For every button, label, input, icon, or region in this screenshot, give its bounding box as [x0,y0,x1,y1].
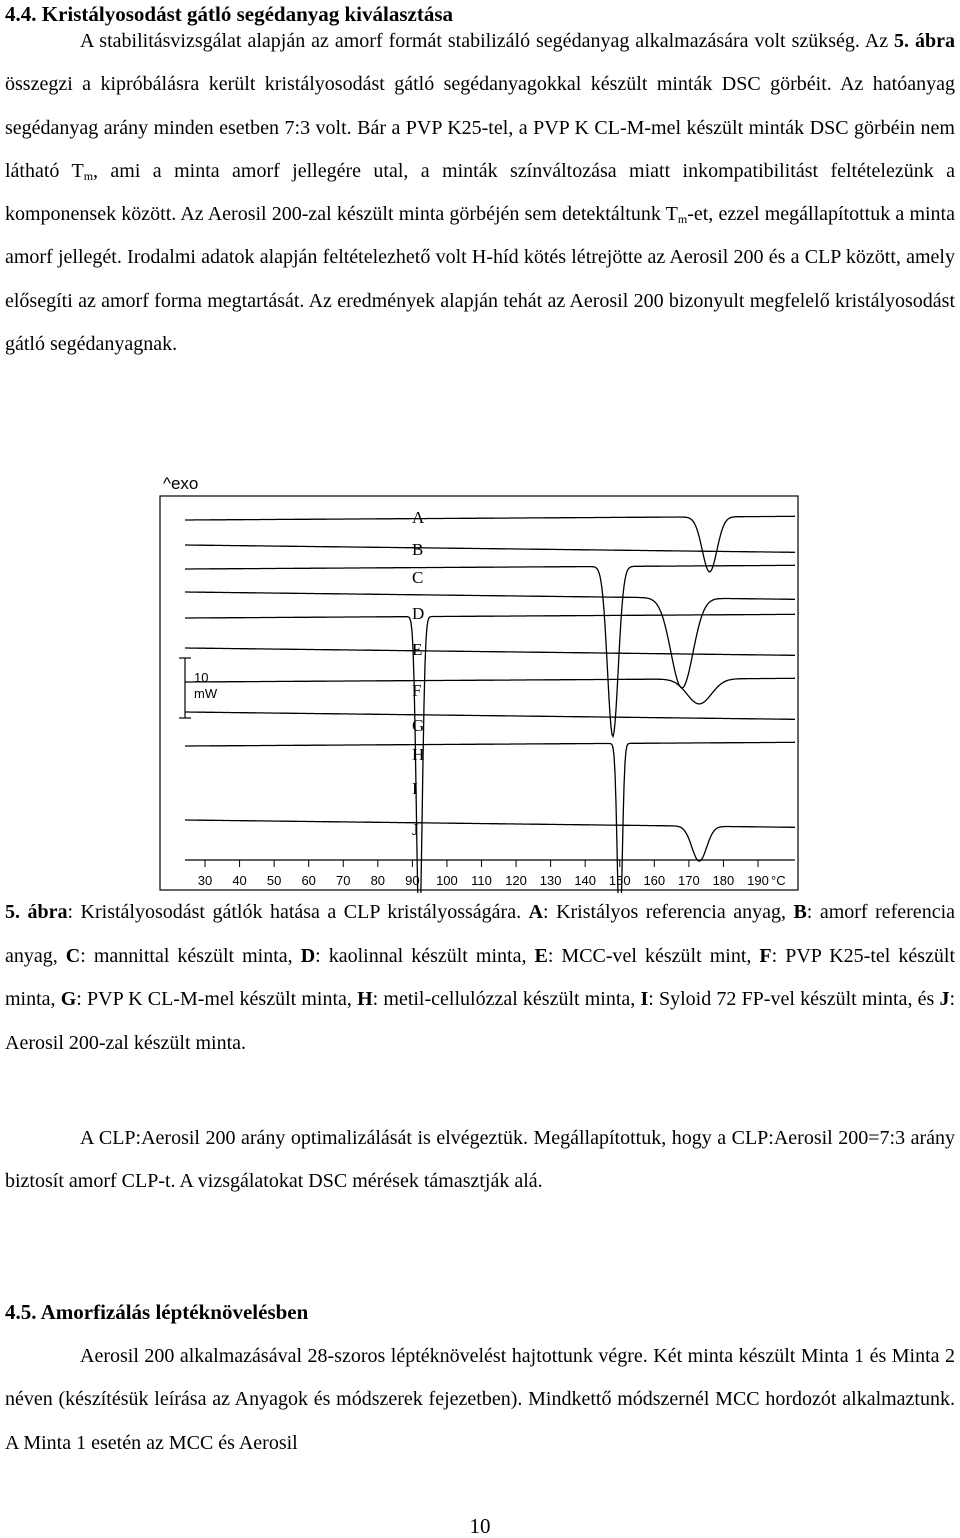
scale-label-unit: mW [194,686,218,701]
x-tick-label: 170 [678,873,700,888]
x-tick-label: 130 [539,873,562,888]
dsc-curve-f [185,648,795,655]
x-tick-label: 100 [436,873,458,888]
dsc-curve-d [185,592,795,688]
x-tick-label: 160 [643,873,666,888]
x-tick-label: 40 [232,873,247,888]
x-tick-label: 50 [266,873,282,888]
x-tick-label: 80 [370,873,386,888]
paragraph-1: A stabilitásvizsgálat alapján az amorf formát stabilizáló segédanyag alkalmazására volt szükség. Az 5. ábra összegzi a kipróbálásra került kristályosodást gátló segédanyagokkal készült minták DSC görbéit. Az hatóanyag segédanyag arány minden esetben 7:3 volt. Bár a PVP K25-tel, a PVP K CL-M-mel készült minták DSC görbéin nem látható $T_m$, ami a minta amorf jellegére utal, a minták színváltozása miatt inkompatibilitást feltételezünk a komponensek között. Az Aerosil 200-zal készült minta görbéjén sem detektáltunk $T_m-et$, ezzel megállapítottuk a minta amorf jellegét. Irodalmi adatok alapján feltételezhető volt H-híd kötés létrejötte az Aerosil 200 és a CLP között, amely elősegíti az amorf forma megtartását. Az eredmények alapján tehát az Aerosil 200 bizonyult megfelelő kristályosodást gátló segédanyagnak. [5,30,956,356]
curve-label-c: C [412,568,424,587]
x-tick-label: 140 [574,873,597,888]
dsc-curve-g [185,678,795,704]
x-tick-label: 190 [747,873,769,888]
dsc-curve-b [185,545,795,552]
x-tick-label: 150 [608,873,631,888]
dsc-curve-a [185,516,795,572]
x-tick-label: 120 [505,873,527,888]
x-tick-label: 110 [471,873,492,888]
dsc-curve-e [185,614,795,893]
page-number: 10 [469,1514,491,1538]
curve-label-g: G [412,716,425,735]
dsc-figure [155,468,805,893]
dsc-curves [185,516,795,893]
curve-label-h: H [412,745,425,764]
dsc-curve-i [185,742,795,893]
dsc-curve-c [185,565,795,736]
figure-reference[interactable]: 5. ábra [894,30,956,52]
curve-label-b: B [412,540,424,559]
exo-label: ^exo [163,474,199,493]
x-tick-label: 70 [336,873,351,888]
scale-label-value: 10 [194,670,209,685]
x-tick-label: 60 [301,873,316,888]
section-heading: 4.4. Kristályosodást gátló segédanyag kiválasztása [5,2,454,26]
curve-label-a: A [412,508,425,527]
figure-caption: 5. ábra: Kristályosodást gátlók hatása a CLP kristályosságára. A: Kristályos referencia anyag, B: amorf referencia anyag, C: mannittal készült minta, D: kaolinnal készült minta, E: MCC-vel készült mint, F: PVP K25-tel készült minta, G: PVP K CL-M-mel készült minta, H: metil-cellulózzal készült minta, I: Syloid 72 FP-vel készült minta, és J: Aerosil 200-zal készült minta. [5,901,955,1054]
curve-label-e: E [412,640,423,659]
x-tick-label: 30 [197,873,213,888]
x-tick-label: 90 [405,873,420,888]
curve-label-f: F [412,681,422,700]
curve-label-i: I [412,779,418,798]
figure-frame [160,496,798,890]
paragraph-4: Aerosil 200 alkalmazásával 28-szoros léptéknövelést hajtottunk végre. Két minta készült Minta 1 és Minta 2 néven (készítésük leírása az Anyagok és módszerek fejezetben). Mindkettő módszernél MCC hordozót alkalmaztunk. A Minta 1 esetén az MCC és Aerosil [5,1345,955,1454]
paragraph-3: A CLP:Aerosil 200 arány optimalizálását is elvégeztük. Megállapítottuk, hogy a CLP:Aerosil 200=7:3 arány biztosít amorf CLP-t. A vizsgálatokat DSC mérések támasztják alá. [5,1127,955,1193]
x-axis-ticks [198,860,769,888]
x-tick-label: 180 [712,873,735,888]
curve-label-d: D [412,604,425,623]
section-2-heading: 4.5. Amorfizálás léptéknövelésben [5,1300,309,1324]
dsc-curve-j [185,820,795,861]
x-axis-unit: °C [771,873,786,888]
dsc-curve-h [185,712,795,719]
curve-label-j: J [412,820,419,839]
